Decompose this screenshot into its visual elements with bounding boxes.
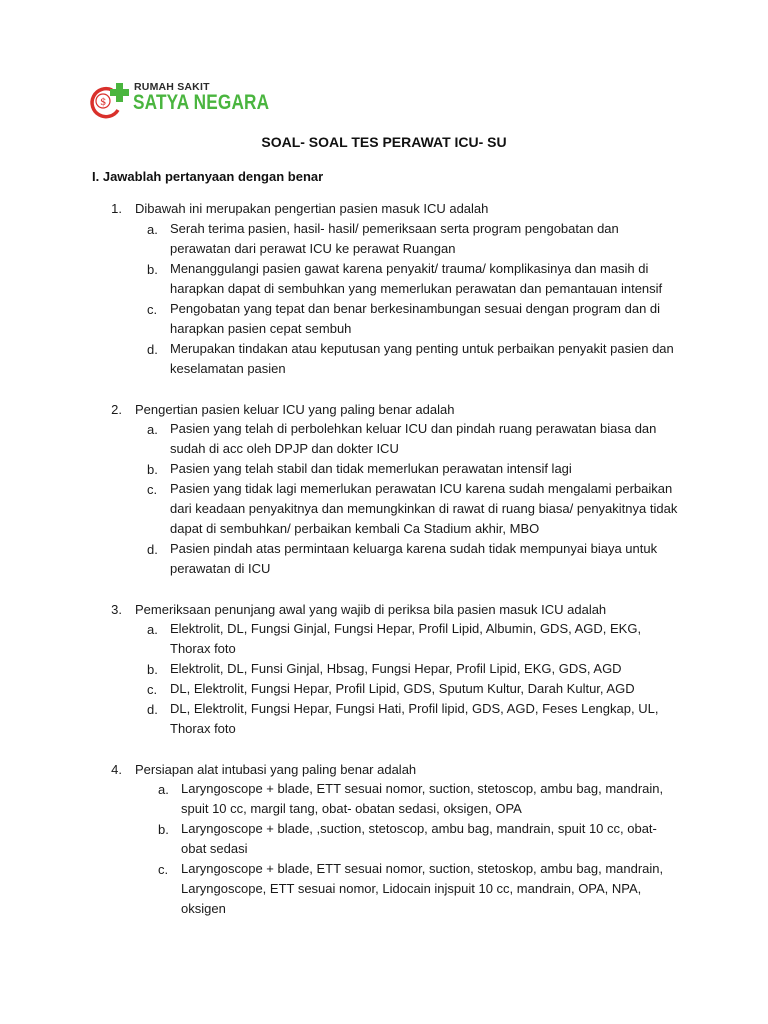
option-letter: c. (147, 482, 158, 497)
option-letter: a. (147, 622, 158, 637)
option-text: Elektrolit, DL, Fungsi Ginjal, Fungsi Hepar, Profil Lipid, Albumin, GDS, AGD, EKG, Thorax foto (170, 621, 642, 656)
option-text: DL, Elektrolit, Fungsi Hepar, Profil Lipid, GDS, Sputum Kultur, Darah Kultur, AGD (170, 681, 635, 696)
option-letter: c. (158, 862, 169, 877)
instruction-heading: I. Jawablah pertanyaan dengan benar (92, 169, 324, 184)
option-letter: c. (147, 302, 158, 317)
question-number: 1. (111, 201, 122, 216)
option-letter: b. (158, 822, 169, 837)
question-text: Pengertian pasien keluar ICU yang paling benar adalah (135, 402, 455, 417)
option-text: Laryngoscope + blade, ETT sesuai nomor, suction, stetoskop, ambu bag, mandrain, Laryngoscope, ETT sesuai nomor, Lidocain injspuit 10 cc, mandrain, OPA, NPA, oksigen (181, 861, 664, 916)
option-letter: d. (147, 342, 158, 357)
svg-text:$: $ (100, 97, 107, 108)
option-text: Merupakan tindakan atau keputusan yang penting untuk perbaikan penyakit pasien dan keselamatan pasien (170, 341, 674, 376)
option-text: Pasien yang telah di perbolehkan keluar ICU dan pindah ruang perawatan biasa dan sudah di acc oleh DPJP dan dokter ICU (170, 421, 657, 456)
question-number: 3. (111, 602, 122, 617)
option-letter: c. (147, 682, 158, 697)
option-text: Menanggulangi pasien gawat karena penyakit/ trauma/ komplikasinya dan masih di harapkan dapat di sembuhkan yang memerlukan perawatan dan pemantauan intensif (170, 261, 663, 296)
option-letter: a. (147, 422, 158, 437)
option-text: Elektrolit, DL, Funsi Ginjal, Hbsag, Fungsi Hepar, Profil Lipid, EKG, GDS, AGD (170, 661, 622, 676)
question-text: Pemeriksaan penunjang awal yang wajib di periksa bila pasien masuk ICU adalah (135, 602, 607, 617)
logo-line2: SATYA NEGARA (133, 91, 270, 114)
question-text: Dibawah ini merupakan pengertian pasien masuk ICU adalah (135, 201, 489, 216)
question-number: 2. (111, 402, 122, 417)
page-title: SOAL- SOAL TES PERAWAT ICU- SU (261, 134, 507, 150)
option-letter: d. (147, 542, 158, 557)
option-text: Serah terima pasien, hasil- hasil/ pemeriksaan serta program pengobatan dan perawatan dari perawat ICU ke perawat Ruangan (170, 221, 619, 256)
option-letter: a. (158, 782, 169, 797)
option-text: Pasien yang tidak lagi memerlukan perawatan ICU karena sudah mengalami perbaikan dari keadaan penyakitnya dan memungkinkan di rawat di ruang biasa/ penyakitnya tidak dapat di sembuhkan/ perbaikan kembali Ca Stadium akhir, MBO (170, 481, 678, 536)
question-number: 4. (111, 762, 122, 777)
option-letter: b. (147, 662, 158, 677)
option-letter: a. (147, 222, 158, 237)
logo-line1: RUMAH SAKIT (134, 81, 210, 93)
option-text: DL, Elektrolit, Fungsi Hepar, Fungsi Hati, Profil lipid, GDS, AGD, Feses Lengkap, UL, Thorax foto (170, 701, 659, 736)
option-letter: b. (147, 262, 158, 277)
option-text: Pengobatan yang tepat dan benar berkesinambungan sesuai dengan program dan di harapkan pasien cepat sembuh (170, 301, 661, 336)
option-text: Pasien pindah atas permintaan keluarga karena sudah tidak mempunyai biaya untuk perawatan di ICU (170, 541, 658, 576)
question-text: Persiapan alat intubasi yang paling benar adalah (135, 762, 417, 777)
option-letter: d. (147, 702, 158, 717)
option-text: Laryngoscope + blade, ,suction, stetoscop, ambu bag, mandrain, spuit 10 cc, obat-obat sedasi (181, 821, 657, 856)
option-text: Laryngoscope + blade, ETT sesuai nomor, suction, stetoscop, ambu bag, mandrain, spuit 10 cc, margil tang, obat- obatan sedasi, oksigen, OPA (181, 781, 664, 816)
option-text: Pasien yang telah stabil dan tidak memerlukan perawatan intensif lagi (170, 461, 572, 476)
option-letter: b. (147, 462, 158, 477)
